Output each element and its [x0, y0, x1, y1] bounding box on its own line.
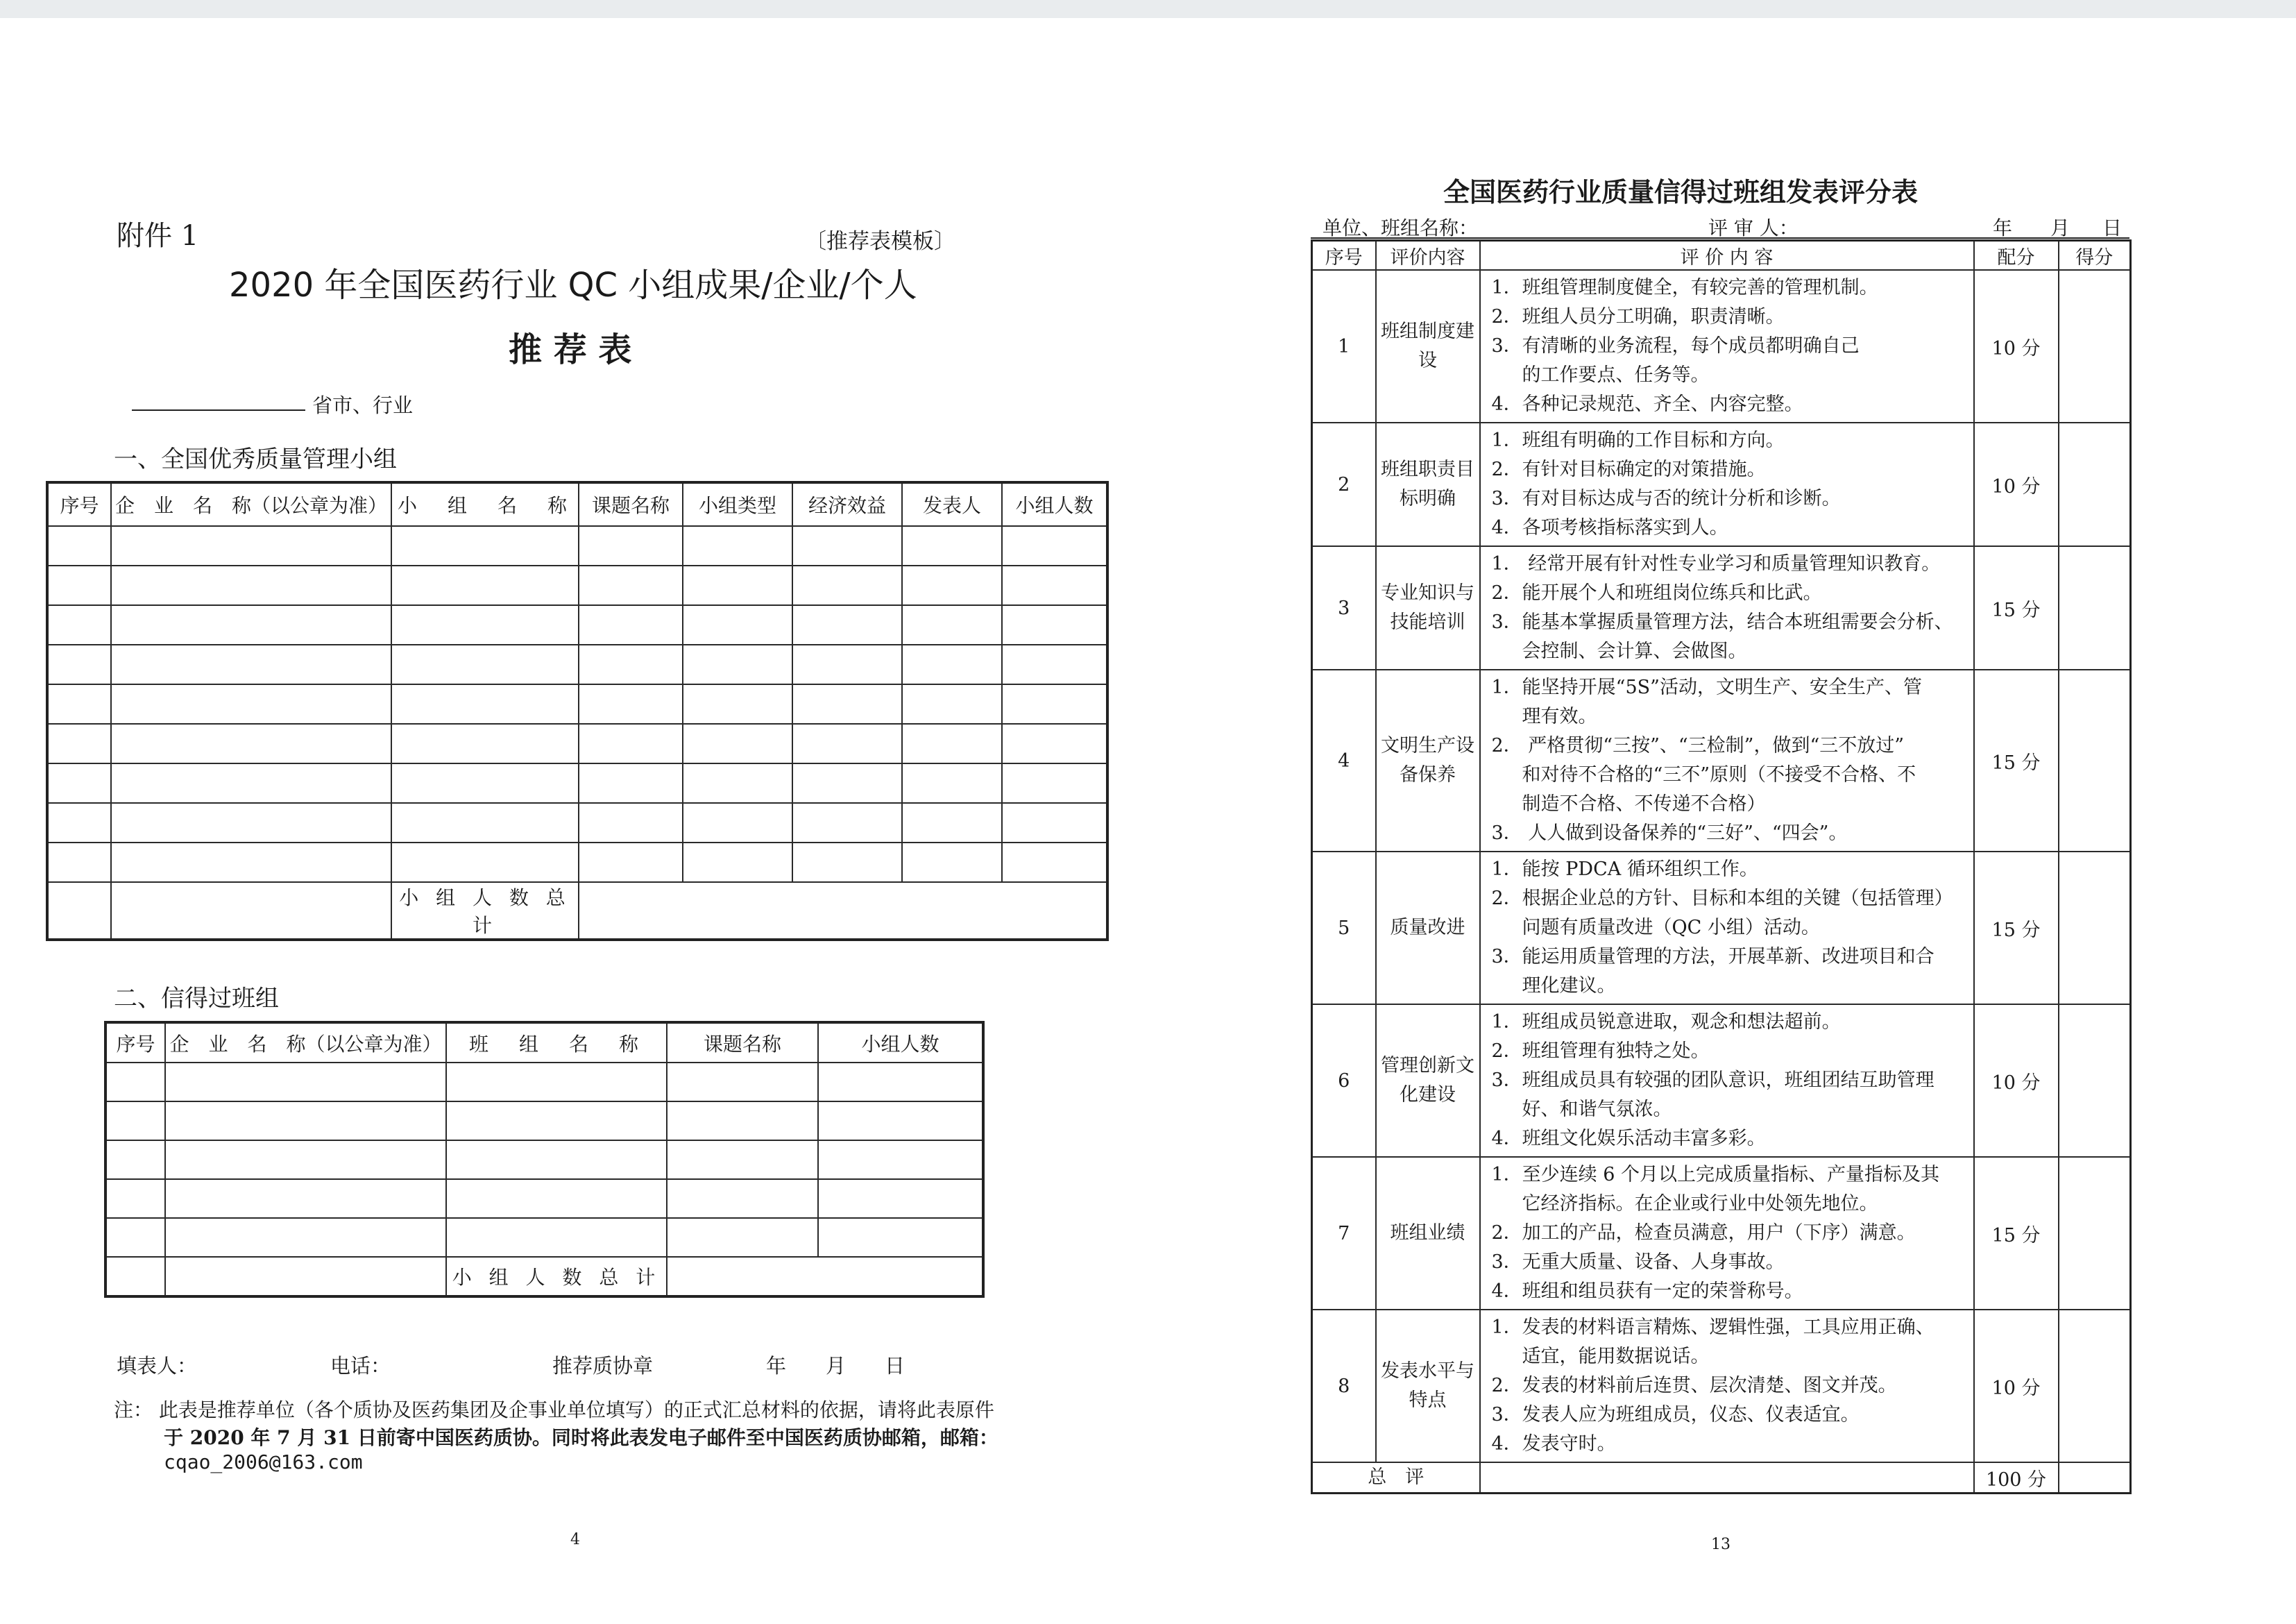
entry-cell[interactable]: [683, 605, 792, 645]
entry-cell[interactable]: [105, 1101, 165, 1140]
col-header: 企 业 名 称（以公章为准）: [165, 1022, 446, 1063]
entry-cell[interactable]: [579, 605, 683, 645]
entry-cell[interactable]: [111, 645, 391, 684]
table-row: [1312, 546, 2131, 670]
entry-cell[interactable]: [111, 684, 391, 724]
table-row: [1312, 270, 2131, 423]
col-header: 序号: [105, 1022, 165, 1063]
right-page-number: 13: [1711, 1536, 1730, 1553]
entry-cell[interactable]: [391, 684, 579, 724]
row-max-score: 15 分: [1974, 670, 2059, 852]
table-row: [47, 803, 1107, 843]
entry-cell[interactable]: [667, 1140, 818, 1179]
row-number: 4: [1312, 670, 1376, 852]
criteria-line: 理化建议。: [1522, 975, 1616, 997]
seal-label: 推荐质协章: [552, 1354, 654, 1378]
criteria-line: 会控制、会计算、会做图。: [1522, 641, 1747, 662]
entry-cell[interactable]: [902, 724, 1002, 763]
entry-cell[interactable]: [902, 645, 1002, 684]
criteria-line: 2． 严格贯彻“三按”、“三检制”，做到“三不放过”: [1491, 735, 1905, 756]
entry-cell[interactable]: [47, 566, 111, 605]
col-header: 经济效益: [792, 482, 902, 526]
criteria-line: 2．根据企业总的方针、目标和本组的关键（包括管理）: [1491, 888, 1953, 909]
province-label: 省市、行业: [312, 394, 414, 417]
entry-cell[interactable]: [683, 566, 792, 605]
row-criteria: [1480, 423, 1974, 546]
entry-cell[interactable]: [111, 526, 391, 566]
total-label: 小 组 人 数 总 计: [446, 1257, 667, 1296]
entry-cell[interactable]: [579, 566, 683, 605]
criteria-line: 2．班组人员分工明确，职责清晰。: [1491, 306, 1785, 328]
row-max-score: 10 分: [1974, 270, 2059, 423]
col-header: 序号: [47, 482, 111, 526]
row-max-score: 15 分: [1974, 546, 2059, 670]
meta-month: 月: [2050, 217, 2070, 239]
qc-group-rows: [47, 526, 1107, 882]
table-row: [105, 1140, 983, 1179]
table-row: [1312, 1310, 2131, 1462]
entry-cell[interactable]: [818, 1101, 983, 1140]
criteria-line: 和对待不合格的“三不”原则（不接受不合格、不: [1522, 764, 1916, 786]
total-label: 总 评: [1312, 1462, 1480, 1494]
entry-cell[interactable]: [391, 645, 579, 684]
note-line-1: 注： 此表是推荐单位（各个质协及医药集团及企事业单位填写）的正式汇总材料的依据，请将此表原件: [114, 1398, 994, 1421]
row-criteria: [1480, 546, 1974, 670]
row-criteria: [1480, 670, 1974, 852]
total-value-cell[interactable]: [579, 882, 1107, 940]
entry-cell[interactable]: [105, 1218, 165, 1257]
row-criteria: [1480, 1004, 1974, 1157]
criteria-line: 3． 人人做到设备保养的“三好”、“四会”。: [1491, 822, 1848, 844]
criteria-line: 4．各项考核指标落实到人。: [1491, 517, 1728, 539]
col-header: 课题名称: [579, 482, 683, 526]
entry-cell[interactable]: [1002, 724, 1107, 763]
row-category: 班组职责目标明确: [1376, 423, 1480, 546]
entry-cell[interactable]: [818, 1179, 983, 1218]
row-points-cell[interactable]: [2059, 270, 2131, 423]
table-row: [47, 843, 1107, 882]
col-header: 得分: [2059, 241, 2131, 271]
entry-cell[interactable]: [683, 645, 792, 684]
criteria-line: 4．发表守时。: [1491, 1433, 1616, 1455]
entry-cell[interactable]: [446, 1218, 667, 1257]
total-value-cell[interactable]: [667, 1257, 983, 1296]
entry-cell[interactable]: [902, 526, 1002, 566]
col-header: 评价内容: [1376, 241, 1480, 271]
unit-label: 单位、班组名称：: [1323, 217, 1479, 239]
criteria-line: 1．班组管理制度健全，有较完善的管理机制。: [1491, 277, 1878, 298]
col-header: 企 业 名 称（以公章为准）: [111, 482, 391, 526]
criteria-line: 好、和谐气氛浓。: [1522, 1099, 1672, 1120]
entry-cell[interactable]: [105, 1140, 165, 1179]
criteria-line: 1．能按 PDCA 循环组织工作。: [1491, 858, 1758, 880]
entry-cell[interactable]: [165, 1179, 446, 1218]
section2-heading: 二、信得过班组: [114, 985, 279, 1013]
entry-cell[interactable]: [446, 1063, 667, 1101]
criteria-line: 的工作要点、任务等。: [1522, 364, 1710, 386]
left-page-number: 4: [570, 1531, 580, 1548]
entry-cell[interactable]: [1002, 763, 1107, 803]
criteria-line: 2．加工的产品，检查员满意，用户（下序）满意。: [1491, 1222, 1916, 1244]
meta-underline: [1311, 237, 2129, 239]
entry-cell[interactable]: [579, 526, 683, 566]
qc-group-table: [46, 481, 1109, 941]
entry-cell[interactable]: [111, 763, 391, 803]
row-criteria: [1480, 1157, 1974, 1310]
entry-cell[interactable]: [47, 526, 111, 566]
entry-cell[interactable]: [902, 684, 1002, 724]
entry-cell[interactable]: [902, 763, 1002, 803]
table-header-row: [105, 1022, 983, 1063]
entry-cell[interactable]: [391, 843, 579, 882]
reviewer-label: 评 审 人：: [1708, 217, 1798, 239]
entry-cell[interactable]: [818, 1218, 983, 1257]
entry-cell[interactable]: [792, 526, 902, 566]
criteria-line: 1．班组有明确的工作目标和方向。: [1491, 430, 1785, 451]
entry-cell[interactable]: [579, 724, 683, 763]
entry-cell[interactable]: [47, 645, 111, 684]
note-line-2: 于 2020 年 7 月 31 日前寄中国医药质协。同时将此表发电子邮件至中国医药质协邮箱，邮箱：: [164, 1426, 998, 1449]
criteria-line: 4．班组文化娱乐活动丰富多彩。: [1491, 1128, 1766, 1149]
section1-heading: 一、全国优秀质量管理小组: [114, 446, 397, 473]
table-row: [47, 526, 1107, 566]
entry-cell[interactable]: [683, 724, 792, 763]
entry-cell[interactable]: [111, 605, 391, 645]
col-header: 课题名称: [667, 1022, 818, 1063]
row-criteria: [1480, 1310, 1974, 1462]
entry-cell[interactable]: [47, 684, 111, 724]
table-row: [1312, 670, 2131, 852]
col-header: 小组人数: [1002, 482, 1107, 526]
table-row: [1312, 1004, 2131, 1157]
criteria-line: 3．能运用质量管理的方法，开展革新、改进项目和合: [1491, 946, 1934, 967]
col-header: 评 价 内 容: [1480, 241, 1974, 271]
table-header-row: [1312, 241, 2131, 271]
template-note: 〔推荐表模板〕: [805, 229, 955, 254]
table-row: [47, 566, 1107, 605]
entry-cell[interactable]: [111, 843, 391, 882]
meta-day: 日: [2102, 217, 2123, 239]
entry-cell[interactable]: [667, 1063, 818, 1101]
row-number: 3: [1312, 546, 1376, 670]
row-category: 班组业绩: [1376, 1157, 1480, 1310]
filler-label: 填表人：: [117, 1354, 198, 1378]
entry-cell[interactable]: [391, 724, 579, 763]
trusted-team-rows: [105, 1063, 983, 1257]
criteria-line: 1．能坚持开展“5S”活动，文明生产、安全生产、管: [1491, 677, 1922, 698]
total-points-cell[interactable]: [2059, 1462, 2131, 1494]
phone-label: 电话：: [330, 1354, 391, 1378]
entry-cell[interactable]: [47, 843, 111, 882]
scan-top-band: [0, 0, 2296, 18]
entry-cell[interactable]: [792, 684, 902, 724]
total-score: 100 分: [1974, 1462, 2059, 1494]
entry-cell[interactable]: [47, 605, 111, 645]
row-points-cell[interactable]: [2059, 423, 2131, 546]
row-number: 6: [1312, 1004, 1376, 1157]
col-header: 配分: [1974, 241, 2059, 271]
entry-cell[interactable]: [111, 803, 391, 843]
entry-cell[interactable]: [391, 803, 579, 843]
entry-cell[interactable]: [165, 1218, 446, 1257]
entry-cell[interactable]: [446, 1101, 667, 1140]
entry-cell[interactable]: [391, 526, 579, 566]
criteria-line: 3．无重大质量、设备、人身事故。: [1491, 1251, 1785, 1273]
entry-cell[interactable]: [47, 763, 111, 803]
entry-cell[interactable]: [1002, 605, 1107, 645]
row-category: 专业知识与技能培训: [1376, 546, 1480, 670]
right-title: 全国医药行业质量信得过班组发表评分表: [1443, 177, 1919, 208]
entry-cell[interactable]: [1002, 526, 1107, 566]
entry-cell[interactable]: [165, 1140, 446, 1179]
criteria-line: 3．班组成员具有较强的团队意识，班组团结互助管理: [1491, 1069, 1934, 1091]
col-header: 发表人: [902, 482, 1002, 526]
entry-cell[interactable]: [1002, 566, 1107, 605]
entry-cell[interactable]: [579, 843, 683, 882]
entry-cell[interactable]: [902, 605, 1002, 645]
left-title: 2020 年全国医药行业 QC 小组成果/企业/个人: [229, 266, 917, 305]
col-header: 小组人数: [818, 1022, 983, 1063]
criteria-line: 理有效。: [1522, 706, 1597, 727]
day-label: 日: [885, 1354, 905, 1378]
entry-cell[interactable]: [446, 1140, 667, 1179]
entry-cell[interactable]: [902, 803, 1002, 843]
entry-cell[interactable]: [792, 724, 902, 763]
row-max-score: 15 分: [1974, 852, 2059, 1004]
month-label: 月: [826, 1354, 847, 1378]
entry-cell[interactable]: [105, 1179, 165, 1218]
entry-cell[interactable]: [902, 843, 1002, 882]
entry-cell[interactable]: [683, 803, 792, 843]
entry-cell[interactable]: [683, 526, 792, 566]
criteria-line: 3．能基本掌握质量管理方法，结合本班组需要会分析、: [1491, 611, 1953, 633]
criteria-line: 3．有清晰的业务流程，每个成员都明确自己: [1491, 335, 1860, 357]
row-points-cell[interactable]: [2059, 852, 2131, 1004]
col-header: 班 组 名 称: [446, 1022, 667, 1063]
criteria-line: 3．有对目标达成与否的统计分析和诊断。: [1491, 488, 1841, 509]
col-header: 小组类型: [683, 482, 792, 526]
table-row: [105, 1179, 983, 1218]
entry-cell[interactable]: [391, 605, 579, 645]
table-row: [1312, 852, 2131, 1004]
entry-cell[interactable]: [792, 803, 902, 843]
criteria-line: 1．发表的材料语言精炼、逻辑性强，工具应用正确、: [1491, 1317, 1934, 1338]
entry-cell[interactable]: [165, 1063, 446, 1101]
entry-cell[interactable]: [105, 1063, 165, 1101]
entry-cell[interactable]: [792, 843, 902, 882]
row-criteria: [1480, 852, 1974, 1004]
total-row: [1312, 1462, 2131, 1494]
criteria-line: 3．发表人应为班组成员，仪态、仪表适宜。: [1491, 1404, 1860, 1426]
entry-cell[interactable]: [667, 1218, 818, 1257]
entry-cell[interactable]: [1002, 684, 1107, 724]
row-number: 8: [1312, 1310, 1376, 1462]
table-row: [105, 1101, 983, 1140]
table-row: [105, 1063, 983, 1101]
table-total-row: [47, 882, 1107, 940]
entry-cell[interactable]: [446, 1179, 667, 1218]
entry-cell[interactable]: [391, 763, 579, 803]
entry-cell[interactable]: [391, 566, 579, 605]
entry-cell[interactable]: [579, 763, 683, 803]
row-number: 7: [1312, 1157, 1376, 1310]
row-category: 质量改进: [1376, 852, 1480, 1004]
criteria-line: 2．班组管理有独特之处。: [1491, 1040, 1710, 1062]
table-total-row: [105, 1257, 983, 1296]
entry-cell[interactable]: [1002, 843, 1107, 882]
criteria-line: 1． 经常开展有针对性专业学习和质量管理知识教育。: [1491, 553, 1941, 575]
annex-label: 附件 1: [117, 220, 199, 252]
province-blank-line: [132, 409, 305, 411]
table-row: [1312, 423, 2131, 546]
table-row: [47, 724, 1107, 763]
row-max-score: 10 分: [1974, 423, 2059, 546]
table-row: [105, 1218, 983, 1257]
table-row: [1312, 1157, 2131, 1310]
entry-cell[interactable]: [818, 1140, 983, 1179]
criteria-line: 2．有针对目标确定的对策措施。: [1491, 459, 1766, 480]
entry-cell[interactable]: [667, 1101, 818, 1140]
left-subtitle: 推 荐 表: [509, 330, 632, 369]
criteria-line: 它经济指标。在企业或行业中处领先地位。: [1522, 1193, 1878, 1215]
row-points-cell[interactable]: [2059, 1157, 2131, 1310]
table-row: [47, 645, 1107, 684]
entry-cell[interactable]: [579, 803, 683, 843]
row-max-score: 10 分: [1974, 1004, 2059, 1157]
criteria-line: 4．各种记录规范、齐全、内容完整。: [1491, 394, 1803, 415]
entry-cell[interactable]: [792, 605, 902, 645]
row-category: 文明生产设备保养: [1376, 670, 1480, 852]
entry-cell[interactable]: [683, 763, 792, 803]
criteria-line: 1．班组成员锐意进取，观念和想法超前。: [1491, 1011, 1841, 1033]
entry-cell[interactable]: [165, 1101, 446, 1140]
entry-cell[interactable]: [818, 1063, 983, 1101]
entry-cell[interactable]: [579, 645, 683, 684]
table-row: [47, 684, 1107, 724]
criteria-line: 2．发表的材料前后连贯、层次清楚、图文并茂。: [1491, 1375, 1897, 1396]
note-line-3: cqao_2006@163.com: [164, 1450, 363, 1473]
row-points-cell[interactable]: [2059, 670, 2131, 852]
row-number: 2: [1312, 423, 1376, 546]
criteria-line: 适宜，能用数据说话。: [1522, 1346, 1710, 1367]
table-row: [47, 605, 1107, 645]
criteria-line: 制造不合格、不传递不合格）: [1522, 793, 1766, 815]
row-points-cell[interactable]: [2059, 1310, 2131, 1462]
entry-cell[interactable]: [111, 566, 391, 605]
entry-cell[interactable]: [1002, 803, 1107, 843]
entry-cell[interactable]: [792, 566, 902, 605]
row-number: 1: [1312, 270, 1376, 423]
row-category: 发表水平与特点: [1376, 1310, 1480, 1462]
row-max-score: 15 分: [1974, 1157, 2059, 1310]
total-label: 小 组 人 数 总 计: [391, 882, 579, 940]
col-header: 序号: [1312, 241, 1376, 271]
table-row: [47, 763, 1107, 803]
entry-cell[interactable]: [792, 763, 902, 803]
trusted-team-table: [104, 1021, 985, 1298]
criteria-line: 问题有质量改进（QC 小组）活动。: [1522, 917, 1820, 938]
entry-cell[interactable]: [683, 684, 792, 724]
row-criteria: [1480, 270, 1974, 423]
entry-cell[interactable]: [683, 843, 792, 882]
col-header: 小 组 名 称: [391, 482, 579, 526]
criteria-line: 2．能开展个人和班组岗位练兵和比武。: [1491, 582, 1822, 604]
entry-cell[interactable]: [111, 724, 391, 763]
meta-year: 年: [1993, 217, 2013, 239]
row-points-cell[interactable]: [2059, 546, 2131, 670]
year-label: 年: [766, 1354, 787, 1378]
entry-cell[interactable]: [902, 566, 1002, 605]
criteria-line: 1．至少连续 6 个月以上完成质量指标、产量指标及其: [1491, 1164, 1940, 1185]
row-category: 班组制度建设: [1376, 270, 1480, 423]
entry-cell[interactable]: [667, 1179, 818, 1218]
scoring-rows: [1312, 270, 2131, 1462]
row-max-score: 10 分: [1974, 1310, 2059, 1462]
entry-cell[interactable]: [47, 724, 111, 763]
entry-cell[interactable]: [47, 803, 111, 843]
row-points-cell[interactable]: [2059, 1004, 2131, 1157]
entry-cell[interactable]: [1002, 645, 1107, 684]
entry-cell[interactable]: [579, 684, 683, 724]
row-number: 5: [1312, 852, 1376, 1004]
criteria-line: 4．班组和组员获有一定的荣誉称号。: [1491, 1280, 1803, 1302]
row-category: 管理创新文化建设: [1376, 1004, 1480, 1157]
entry-cell[interactable]: [792, 645, 902, 684]
table-header-row: [47, 482, 1107, 526]
scoring-table: [1311, 239, 2132, 1494]
